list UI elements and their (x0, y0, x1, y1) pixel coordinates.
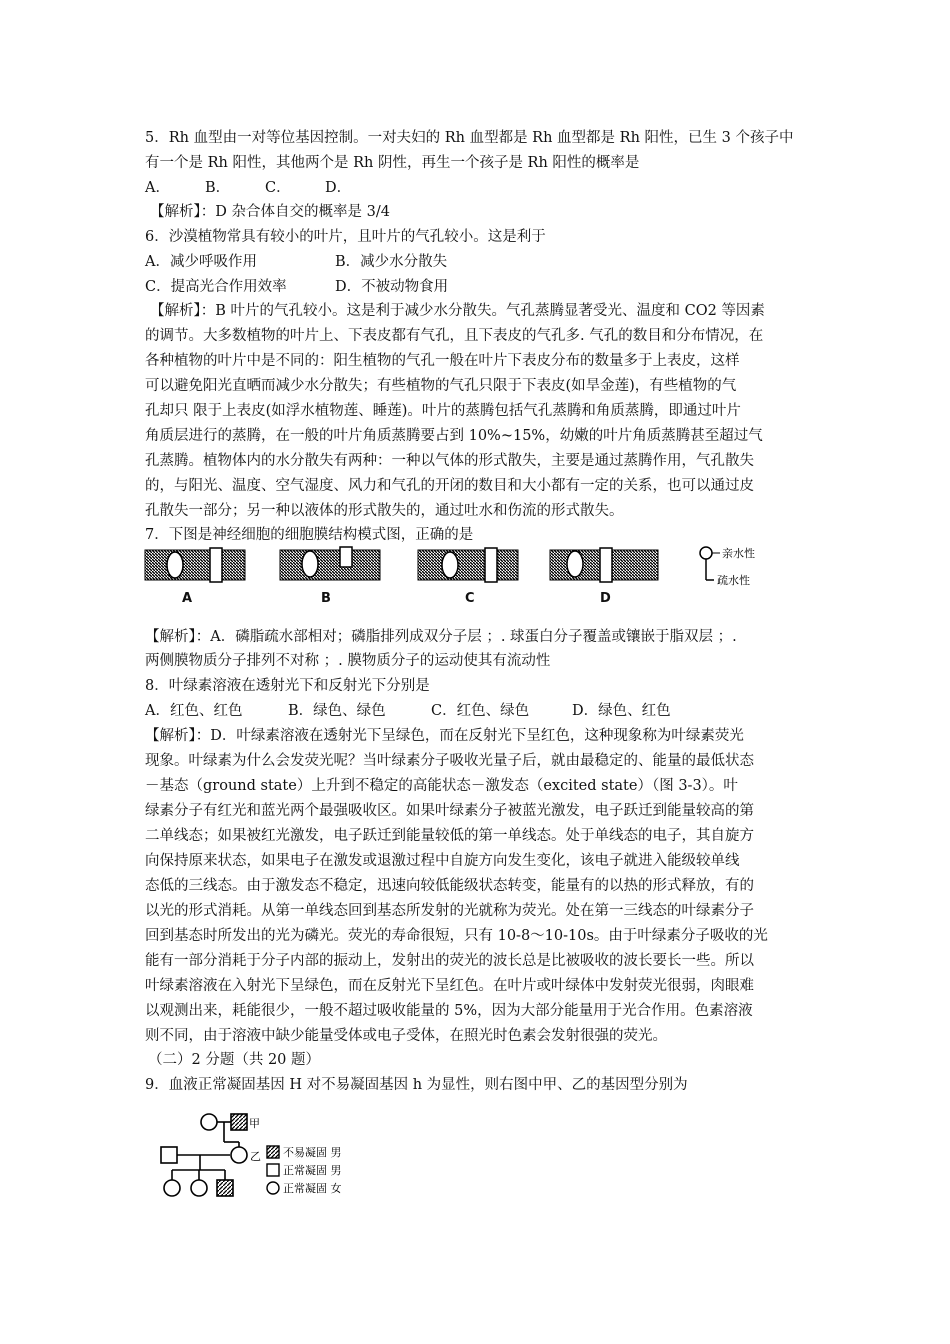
q6-option-c: C．提高光合作用效率 (145, 279, 287, 295)
legend-hydrophilic: 亲水性 (722, 547, 755, 560)
q5-analysis: 【解析】：D 杂合体自交的概率是 3/4 (150, 204, 390, 220)
q6-analysis-line: 孔散失一部分；另一种以液体的形式散失的，通过吐水和伤流的形式散失。 (145, 503, 624, 519)
q6-analysis-line: 各种植物的叶片中是不同的：阳生植物的气孔一般在叶片下表皮分布的数量多于上表皮，这样 (145, 353, 740, 369)
q5-option-c: C． (265, 180, 291, 196)
q7-stem: 7．下图是神经细胞的细胞膜结构模式图，正确的是 (145, 527, 474, 543)
membrane-option-d[interactable] (550, 548, 658, 582)
legend-normal-male-icon (267, 1164, 279, 1176)
q6-stem: 6．沙漠植物常具有较小的叶片，且叶片的气孔较小。这是利于 (145, 229, 546, 245)
q8-analysis-line: 叶绿素溶液在入射光下呈绿色，而在反射光下呈红色。在叶片或叶绿体中发射荧光很弱，肉眼难 (145, 978, 754, 994)
q6-option-b: B．减少水分散失 (335, 254, 448, 270)
q8-analysis-line: 以光的形式消耗。从第一单线态回到基态所发射的光就称为荧光。处在第一三线态的叶绿素分子 (145, 903, 754, 919)
membrane-label-c: C (465, 591, 475, 606)
membrane-label-b: B (321, 591, 331, 606)
q5-option-b: B． (205, 180, 231, 196)
label-yi: 乙 (250, 1150, 261, 1163)
pedigree-gen3-female-2 (191, 1180, 207, 1196)
q5-stem-line1: 5．Rh 血型由一对等位基因控制。一对夫妇的 Rh 血型都是 Rh 血型都是 Rh 阳性，已生 3 个孩子中 (145, 130, 794, 146)
legend-normal-male: 正常凝固 男 (283, 1164, 342, 1177)
q8-analysis-line: 则不同，由于溶液中缺少能量受体或电子受体，在照光时色素会发射很强的荧光。 (145, 1028, 667, 1044)
q8-analysis-line: 态低的三线态。由于激发态不稳定，迅速向较低能级状态转变，能量有的以热的形式释放，有的 (145, 878, 754, 894)
pedigree-chart (155, 1110, 385, 1205)
q8-analysis-line: 现象。叶绿素为什么会发荧光呢？当叶绿素分子吸收光量子后，就由最稳定的、能量的最低状态 (145, 753, 754, 769)
q8-option-d: D．绿色、红色 (572, 703, 671, 719)
membrane-label-d: D (600, 591, 611, 606)
q8-option-a: A．红色、红色 (145, 703, 243, 719)
q6-option-d: D．不被动物食用 (335, 279, 449, 295)
pedigree-gen3-affected-male (217, 1180, 233, 1196)
q9-stem: 9．血液正常凝固基因 H 对不易凝固基因 h 为显性，则右图中甲、乙的基因型分别为 (145, 1077, 688, 1093)
q8-option-b: B．绿色、绿色 (288, 703, 386, 719)
q6-analysis-line: 【解析】：B 叶片的气孔较小。这是利于减少水分散失。气孔蒸腾显著受光、温度和 CO2 等因素 (150, 303, 765, 319)
legend-affected-male: 不易凝固 男 (283, 1146, 342, 1159)
q6-options-row2 (145, 277, 448, 297)
pedigree-gen2-male (161, 1147, 177, 1163)
pedigree-jia (231, 1114, 247, 1130)
q8-analysis-line: 回到基态时所发出的光为磷光。荧光的寿命很短，只有 10-8～10-10s。由于叶绿素分子吸收的光 (145, 928, 768, 944)
q8-analysis-line: 二单线态；如果被红光激发，电子跃迁到能量较低的第一单线态。处于单线态的电子，其自旋方 (145, 828, 754, 844)
legend-normal-female-icon (267, 1182, 279, 1194)
q6-analysis-line: 孔蒸腾。植物体内的水分散失有两种：一种以气体的形式散失，主要是通过蒸腾作用，气孔散失 (145, 453, 754, 469)
membrane-diagrams (140, 544, 780, 612)
q6-analysis-line: 可以避免阳光直晒而减少水分散失；有些植物的气孔只限于下表皮(如旱金莲)，有些植物的气 (145, 378, 737, 394)
q8-analysis-line: 以观测出来，耗能很少，一般不超过吸收能量的 5%，因为大部分能量用于光合作用。色素溶液 (145, 1003, 753, 1019)
q8-stem: 8．叶绿素溶液在透射光下和反射光下分别是 (145, 678, 430, 694)
pedigree-gen1-female (201, 1114, 217, 1130)
legend-affected-male-icon (267, 1146, 279, 1158)
q6-option-a: A．减少呼吸作用 (145, 254, 257, 270)
q6-analysis-line: 的调节。大多数植物的叶片上、下表皮都有气孔，且下表皮的气孔多. 气孔的数目和分布情况，在 (145, 328, 764, 344)
q8-analysis-line: 绿素分子有红光和蓝光两个最强吸收区。如果叶绿素分子被蓝光激发，电子跃迁到能量较高的第 (145, 803, 754, 819)
q6-options-row1 (145, 252, 447, 272)
q6-analysis-line: 角质层进行的蒸腾，在一般的叶片角质蒸腾要占到 10%~15%，幼嫩的叶片角质蒸腾甚至超过气 (145, 428, 763, 444)
q7-analysis-line: 【解析】：A．磷脂疏水部相对；磷脂排列成双分子层 ；. 球蛋白分子覆盖或镶嵌于脂双层 ；. (145, 629, 737, 645)
pedigree-gen3-female-1 (164, 1180, 180, 1196)
pedigree-yi (231, 1147, 247, 1163)
q8-analysis-line: 【解析】：D．叶绿素溶液在透射光下呈绿色，而在反射光下呈红色，这种现象称为叶绿素荧光 (145, 728, 744, 744)
membrane-option-c[interactable] (418, 548, 518, 582)
q5-option-d: D． (325, 180, 352, 196)
membrane-option-a[interactable] (145, 548, 245, 582)
q8-analysis-line: 能有一部分消耗于分子内部的振动上，发射出的荧光的波长总是比被吸收的波长要长一些。所以 (145, 953, 754, 969)
q6-analysis-line: 的，与阳光、温度、空气湿度、风力和气孔的开闭的数目和大小都有一定的关系，也可以通过皮 (145, 478, 754, 494)
q8-option-c: C．红色、绿色 (431, 703, 530, 719)
q5-options (145, 178, 385, 198)
q6-analysis-line: 孔却只 限于上表皮(如浮水植物莲、睡莲)。叶片的蒸腾包括气孔蒸腾和角质蒸腾，即通过叶片 (145, 403, 741, 419)
q8-options (145, 701, 671, 721)
legend-hydrophobic: 疏水性 (717, 574, 750, 587)
q8-analysis-line: 向保持原来状态，如果电子在激发或退激过程中自旋方向发生变化，该电子就进入能级较单线 (145, 853, 740, 869)
q8-analysis-line: －基态（ground state）上升到不稳定的高能状态－激发态（excited state）（图 3-3）。叶 (145, 778, 738, 794)
legend-normal-female: 正常凝固 女 (283, 1182, 342, 1195)
label-jia: 甲 (249, 1117, 260, 1130)
q5-stem-line2: 有一个是 Rh 阳性，其他两个是 Rh 阴性，再生一个孩子是 Rh 阳性的概率是 (145, 155, 640, 171)
membrane-label-a: A (182, 591, 193, 606)
q7-analysis-line: 两侧膜物质分子排列不对称 ；. 膜物质分子的运动使其有流动性 (145, 653, 551, 669)
membrane-option-b[interactable] (280, 547, 380, 580)
q5-option-a: A． (145, 180, 170, 196)
section-header: （二）2 分题（共 20 题） (148, 1052, 321, 1068)
